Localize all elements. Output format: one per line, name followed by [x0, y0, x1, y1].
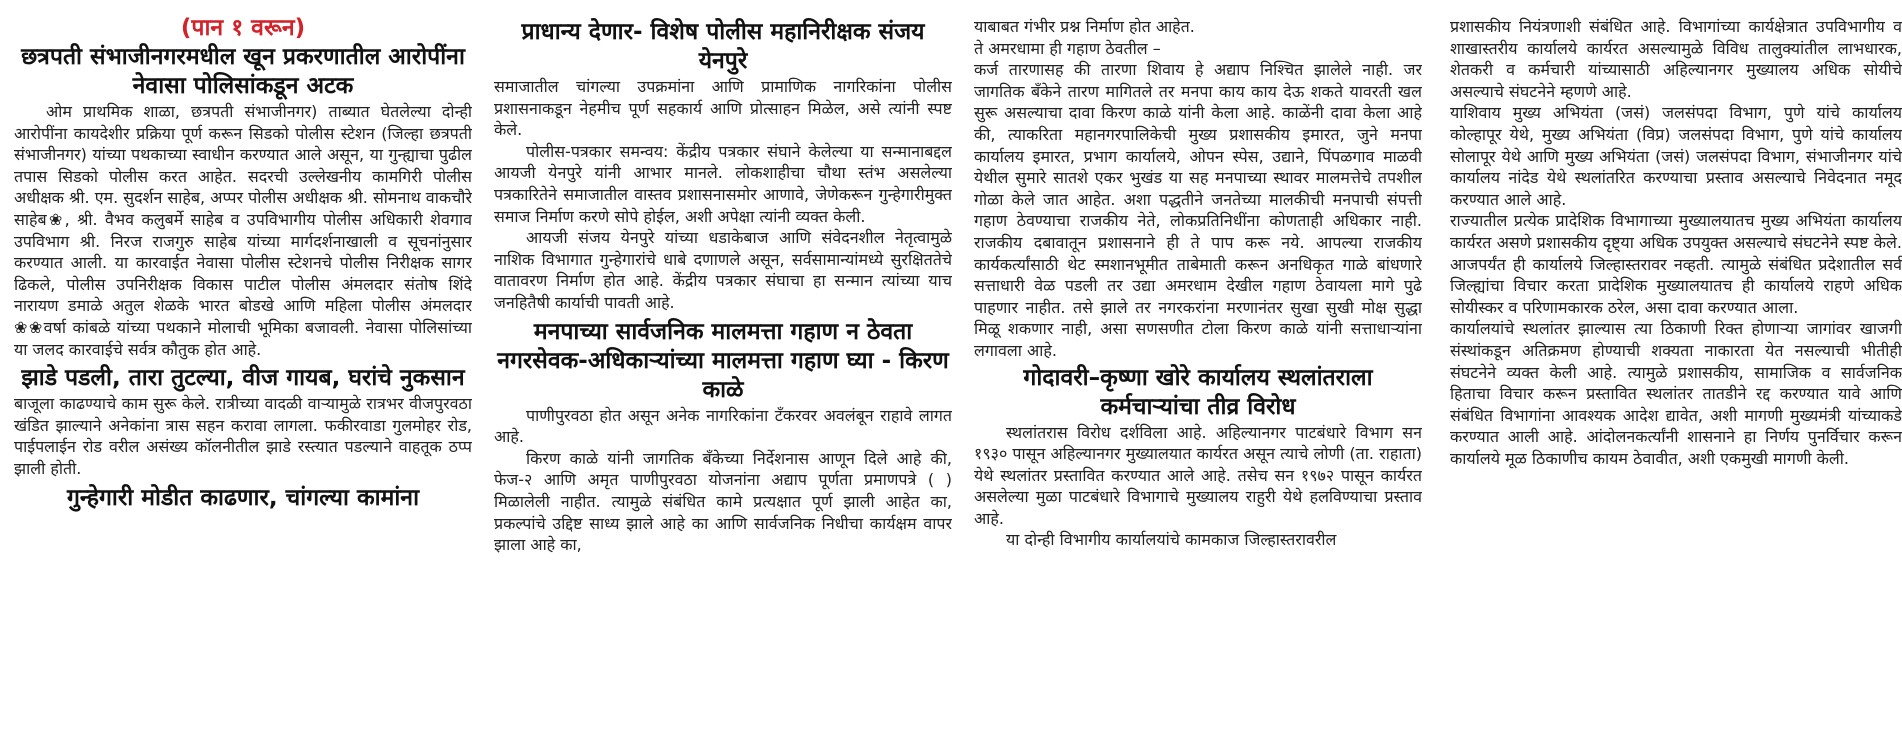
headline-crime-crackdown-cont: प्राधान्य देणार- विशेष पोलीस महानिरीक्षक संजय येनपुरे	[521, 19, 925, 74]
article-ig-paragraph-3: आयजी संजय येनपुरे यांच्या धडाकेबाज आणि संवेदनशील नेतृत्वामुळे नाशिक विभागात गुन्हेगारांचे धाबे दणाणले असून, सर्वसामान्यांमध्ये सुरक्षिततेचे वातावरण निर्माण होत आहे. केंद्रीय पत्रकार संघाचा हा सन्मान त्यांच्या याच जनहितैषी कार्याची पावती आहे.	[494, 228, 952, 312]
column-1	[14, 0, 472, 753]
article-municipal-paragraph-4: कर्ज तारणासह की तारणा शिवाय हे अद्याप निश्चित झालेले नाही. जर जागतिक बँकेने तारण मागितले तर मनपा काय काय देऊ शकते यावरती खल सुरू असल्याचा दावा किरण काळे यांनी केला आहे. काळेंनी दावा केला आहे की, त्याकरिता महानगरपालिकेची मुख्य प्रशासकीय इमारत, जुने मनपा कार्यालय इमारत, प्रभाग कार्यालये, ओपन स्पेस, उद्याने, पिंपळगाव माळवी येथील सुमारे सातशे एकर भुखंड या सह मनपाच्या स्थावर मालमत्तेचे तपशील गोळा केले जात आहेत. अशा पद्धतीने जनतेच्या मालकीची मनपाची संपत्ती गहाण ठेवण्याचा राजकीय नेते, लोकप्रतिनिधींना कोणताही अधिकार नाही. राजकीय दबावातून प्रशासनाने ही ते पाप करू नये. आपल्या राजकीय कार्यकर्त्यांसाठी थेट स्मशानभूमीत ताबेमाती करून अनधिकृत गाळे बांधणारे सत्ताधारी वेळ पडली तर उद्या अमरधाम देखील गहाण ठेवायला मागे पुढे पाहणार नाहीत. तसे झाले तर नगरकरांना मरणानंतर सुखा सुखी मोक्ष सुद्धा मिळू शकणार नाही, असा सणसणीत टोला किरण काळे यांनी सत्ताधाऱ्यांना लगावला आहे.	[974, 60, 1422, 360]
headline-crime-crackdown: गुन्हेगारी मोडीत काढणार, चांगल्या कामांना	[66, 484, 420, 511]
article-relocation-paragraph-4: याशिवाय मुख्य अभियंता (जसं) जलसंपदा विभाग, पुणे यांचे कार्यालय कोल्हापूर येथे, मुख्य अभियंता (विप्र) जलसंपदा विभाग, पुणे यांचे कार्यालय सोलापूर येथे आणि मुख्य अभियंता (जसं) जलसंपदा विभाग, संभाजीनगर यांचे कार्यालय नांदेड येथे स्थलांतरित करण्याचा प्रस्ताव असल्याचे निवेदनात नमूद करण्यात आले आहे.	[1450, 103, 1902, 209]
article-municipal-paragraph-3: याबाबत गंभीर प्रश्न निर्माण होत आहेत.	[974, 17, 1195, 36]
article-relocation-paragraph-3: प्रशासकीय नियंत्रणाशी संबंधित आहे. विभागांच्या कार्यक्षेत्रात उपविभागीय व शाखास्तरीय कार्यालये कार्यरत असल्यामुळे विविध तालुक्यांतील लाभधारक, शेतकरी व कर्मचारी यांच्यासाठी अहिल्यानगर मुख्यालय अधिक सोयीचे असल्याचे संघटनेने म्हणणे आहे.	[1450, 17, 1902, 101]
column-2	[494, 0, 952, 753]
headline-municipal-property: मनपाच्या सार्वजनिक मालमत्ता गहाण न ठेवता नगरसेवक-अधिकाऱ्यांच्या मालमत्ता गहाण घ्या - किरण काळे	[497, 318, 949, 403]
article-ig-paragraph-1: समाजातील चांगल्या उपक्रमांना आणि प्रामाणिक नागरिकांना पोलीस प्रशासनाकडून नेहमीच पूर्ण सहकार्य आणि प्रोत्साहन मिळेल, असे त्यांनी स्पष्ट केले.	[494, 77, 952, 140]
article-ig-paragraph-2: पोलीस-पत्रकार समन्वय: केंद्रीय पत्रकार संघाने केलेल्या या सन्मानाबद्दल आयजी येनपुरे यांनी आभार मानले. लोकशाहीचा चौथा स्तंभ असलेल्या पत्रकारितेने समाजातील वास्तव प्रशासनासमोर आणावे, जेणेकरून गुन्हेगारीमुक्त समाज निर्माण करणे सोपे होईल, अशी अपेक्षा त्यांनी व्यक्त केली.	[494, 141, 952, 226]
article-storm-damage-body: बाजूला काढण्याचे काम सुरू केले. रात्रीच्या वादळी वाऱ्यामुळे रात्रभर वीजपुरवठा खंडित झाल्याने अनेकांना त्रास सहन करावा लागला. फकीरवाडा गुलमोहर रोड, पाईपलाईन रोड वरील असंख्य कॉलनीतील झाडे रस्त्यात पडल्याने वाहतूक ठप्प झाली होती.	[14, 394, 472, 478]
headline-murder-arrest: छत्रपती संभाजीनगरमधील खून प्रकरणातील आरोपींना नेवासा पोलिसांकडून अटक	[21, 44, 465, 99]
column-3	[974, 0, 1422, 753]
column-4	[1450, 0, 1902, 753]
article-relocation-paragraph-2: या दोन्ही विभागीय कार्यालयांचे कामकाज जिल्हास्तरावरील	[1006, 530, 1337, 550]
article-municipal-paragraph-1: पाणीपुरवठा होत असून अनेक नागरिकांना टँकरवर अवलंबून राहावे लागत आहे.	[494, 405, 952, 447]
article-murder-arrest-body: ओम प्राथमिक शाळा, छत्रपती संभाजीनगर) ताब्यात घेतलेल्या दोन्ही आरोपींना कायदेशीर प्रक्रिया पूर्ण करून सिडको पोलीस स्टेशन (जिल्हा छत्रपती संभाजीनगर) यांच्या पथकाच्या स्वाधीन करण्यात आले असून, या गुन्ह्याचा पुढील तपास सिडको पोलीस करत आहेत. सदरची उल्लेखनीय कामगिरी पोलीस अधीक्षक श्री. एम. सुदर्शन साहेब, अप्पर पोलीस अधीक्षक श्री. सोमनाथ वाकचौरे साहेब❀, श्री. वैभव कलुबर्मे साहेब व उपविभागीय पोलीस अधिकारी शेवगाव उपविभाग श्री. निरज राजगुरु साहेब यांच्या मार्गदर्शनाखाली व सूचनांनुसार करण्यात आली. या कारवाईत नेवासा पोलीस स्टेशनचे पोलीस निरीक्षक सागर ढिकले, पोलीस उपनिरीक्षक विकास पाटील पोलीस अंमलदार संतोष शिंदे नारायण डमाळे अतुल शेळके भारत बोडखे आणि महिला पोलीस अंमलदार ❀❀वर्षा कांबळे यांच्या पथकाने मोलाची भूमिका बजावली. नेवासा पोलिसांच्या या जलद कारवाईचे सर्वत्र कौतुक होत आहे.	[14, 102, 472, 359]
article-relocation-paragraph-6: कार्यालयांचे स्थलांतर झाल्यास त्या ठिकाणी रिक्त होणाऱ्या जागांवर खाजगी संस्थांकडून अतिक्रमण होण्याची शक्यता नाकारता येत नसल्याची भीतीही संघटनेने व्यक्त केली आहे. त्यामुळे प्रशासकीय, सामाजिक व सार्वजनिक हिताचा विचार करून प्रस्तावित स्थलांतर तातडीने रद्द करण्यात यावे आणि संबंधित विभागांना आवश्यक आदेश द्यावेत, अशी मागणी मुख्यमंत्री यांच्याकडे करण्यात आली आहे. आंदोलनकर्त्यांनी शासनाने हा निर्णय पुनर्विचार करून कार्यालये मूळ ठिकाणीच कायम ठेवावीत, अशी एकमुखी मागणी केली.	[1450, 319, 1902, 468]
page-reference: (पान १ वरून)	[180, 15, 306, 41]
headline-office-relocation: गोदावरी–कृष्णा खोरे कार्यालय स्थलांतराला कर्मचाऱ्यांचा तीव्र विरोध	[1023, 364, 1373, 420]
article-municipal-paragraph-2: किरण काळे यांनी जागतिक बँकेच्या निर्देशनास आणून दिले आहे की, फेज-२ आणि अमृत पाणीपुरवठा योजनांना अद्याप पूर्णता प्रमाणपत्रे ( ) मिळालेली नाहीत. त्यामुळे संबंधित कामे प्रत्यक्षात पूर्ण झाली आहेत का, प्रकल्पांचे उद्दिष्ट साध्य झाले आहे का आणि सार्वजनिक निधीचा कार्यक्षम वापर झाला आहे का,	[494, 448, 952, 555]
article-relocation-paragraph-1: स्थलांतरास विरोध दर्शविला आहे. अहिल्यानगर पाटबंधारे विभाग सन १९३० पासून अहिल्यानगर मुख्यालयात कार्यरत असून त्याचे लोणी (ता. राहाता) येथे स्थलांतर प्रस्तावित करण्यात आले आहे. तसेच सन १९७२ पासून कार्यरत असलेल्या मुळा पाटबंधारे विभागाचे मुख्यालय राहुरी येथे हलविण्याचा प्रस्ताव आहे.	[974, 422, 1422, 528]
headline-storm-damage: झाडे पडली, तारा तुटल्या, वीज गायब, घरांचे नुकसान	[21, 365, 465, 392]
article-relocation-paragraph-5: राज्यातील प्रत्येक प्रादेशिक विभागाच्या मुख्यालयातच मुख्य अभियंता कार्यालय कार्यरत असणे प्रशासकीय दृष्ट्या अधिक उपयुक्त असल्याचे संघटनेने स्पष्ट केले. आजपर्यंत ही कार्यालये जिल्हास्तरावर नव्हती. त्यामुळे संबंधित प्रदेशातील सर्व जिल्ह्यांचा विचार करता प्रादेशिक मुख्यालयातच ही कार्यालये राहणे अधिक सोयीस्कर व परिणामकारक ठरेल, असा दावा करण्यात आला.	[1450, 211, 1902, 317]
article-cremation-subhead: ते अमरधामा ही गहाण ठेवतील –	[974, 38, 1161, 58]
